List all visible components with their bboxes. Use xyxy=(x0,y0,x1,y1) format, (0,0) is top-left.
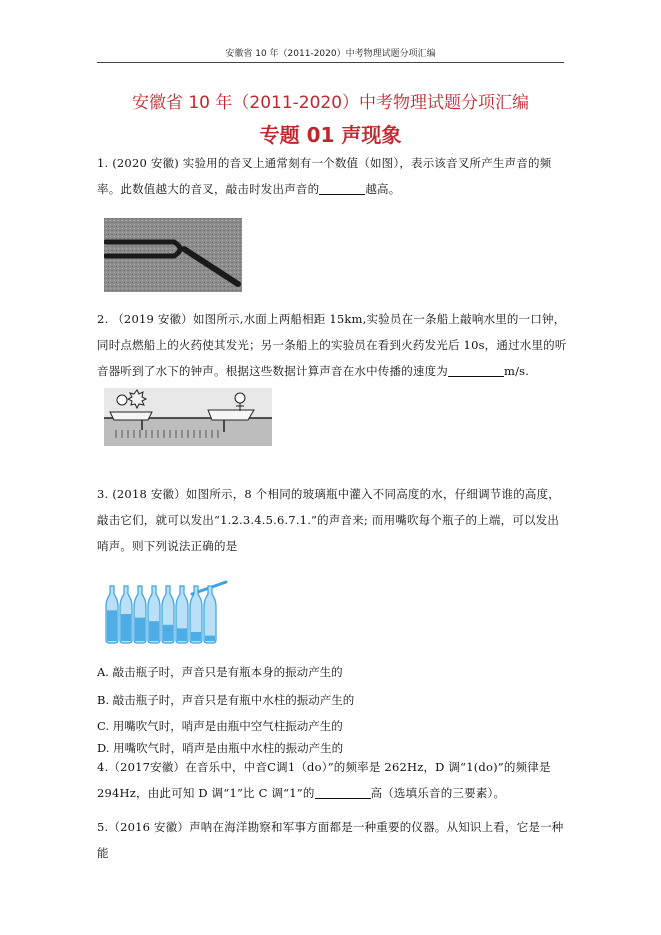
glass-bottle xyxy=(120,586,132,643)
glass-bottle xyxy=(162,586,174,643)
option-d: D. 用嘴吹气时，哨声是由瓶中水柱的振动产生的 xyxy=(97,741,344,755)
question-2-text-end: m/s. xyxy=(504,364,530,378)
document-title: 安徽省 10 年（2011-2020）中考物理试题分项汇编 xyxy=(131,93,530,113)
topic-title: 专题 01 声现象 xyxy=(259,123,402,147)
option-c: C. 用嘴吹气时，哨声是由瓶中空气柱振动产生的 xyxy=(97,719,343,733)
glass-bottle xyxy=(148,586,160,643)
glass-bottle xyxy=(176,586,188,643)
question-1 xyxy=(97,150,567,202)
question-1-text-end: 越高。 xyxy=(365,182,401,196)
question-4 xyxy=(97,754,567,806)
question-3 xyxy=(97,481,567,559)
bottles-figure xyxy=(104,576,232,644)
glass-bottle xyxy=(204,586,216,643)
page-header: 安徽省 10 年（2011-2020）中考物理试题分项汇编 xyxy=(225,49,436,59)
question-1-text: 1. (2020 安徽) 实验用的音叉上通常刻有一个数值（如图），表示该音叉所产生声音的频率。此数值越大的音叉，敲击时发出声音的 xyxy=(97,156,552,196)
header-rule xyxy=(97,62,564,63)
question-4-text: 4.（2017安徽）在音乐中，中音C调1（do）”的频率是 262Hz，D 调“1(do)”的频律是 294Hz，由此可知 D 调“1”比 C 调“1”的 xyxy=(97,760,551,800)
question-5-text: 5.（2016 安徽）声呐在海洋勘察和军事方面都是一种重要的仪器。从知识上看，它是一种能 xyxy=(97,820,564,860)
answer-blank xyxy=(319,182,365,195)
answer-blank xyxy=(315,786,371,799)
question-2 xyxy=(97,306,567,384)
boats-figure xyxy=(104,388,272,446)
question-5 xyxy=(97,814,567,866)
option-b: B. 敲击瓶子时，声音只是有瓶中水柱的振动产生的 xyxy=(97,693,355,707)
glass-bottle xyxy=(134,586,146,643)
glass-bottle xyxy=(106,586,118,643)
option-a: A. 敲击瓶子时，声音只是有瓶本身的振动产生的 xyxy=(97,665,343,679)
question-2-text: 2. （2019 安徽）如图所示,水面上两船相距 15km,实验员在一条船上敲响水里的一口钟，同时点燃船上的火药使其发光；另一条船上的实验员在看到火药发光后 10s，通过水里的听音器听到了水下的钟声。根据这些数据计算声音在水中传播的速度为 xyxy=(97,312,567,378)
tuning-fork-figure xyxy=(104,218,242,292)
question-3-text: 3. (2018 安徽）如图所示，8 个相同的玻璃瓶中灌入不同高度的水，仔细调节谁的高度，敲击它们，就可以发出“1.2.3.4.5.6.7.1.”的声音来; 而用嘴吹每个瓶子的上端，可以发出哨声。则下列说法正确的是 xyxy=(97,487,561,553)
answer-blank xyxy=(448,364,504,377)
question-4-text-end: 高（选填乐音的三要素）。 xyxy=(370,786,506,800)
